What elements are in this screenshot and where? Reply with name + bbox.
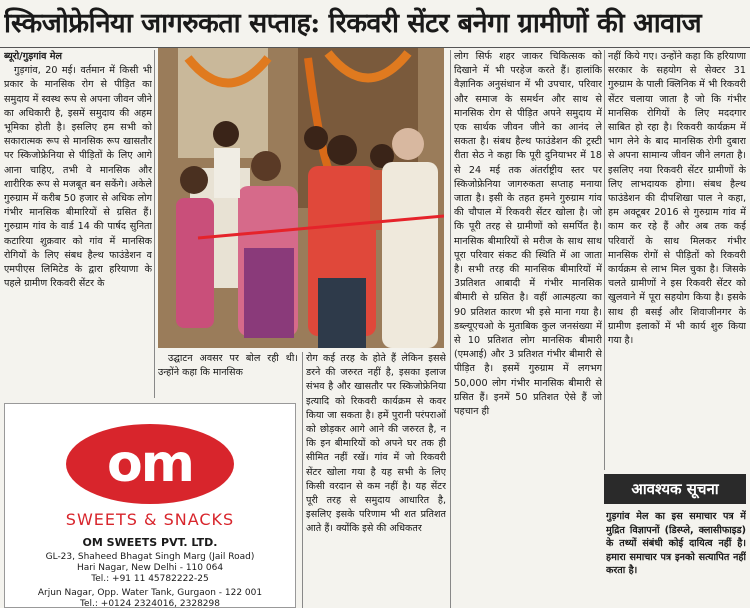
notice-body: गुड़गांव मेल का इस समाचार पत्र में मुद्रित विज्ञापनों (डिस्प्ले, क्लासीफाइड) के तथ्यों संबंधी कोई दायित्व नहीं है। हमारा समाचार पत्र इनको सत्यापित नहीं करता है। [606, 511, 746, 577]
ad-telephone-1: Tel.: +91 11 45782222-25 [91, 574, 209, 584]
ad-telephone-2: Tel.: +0124 2324016, 2328298 [80, 599, 220, 608]
article-column-1 [4, 50, 152, 398]
ad-company-name: OM SWEETS PVT. LTD. [82, 536, 218, 549]
article-column-3 [306, 352, 446, 608]
headline: स्किजोफ्रेनिया जागरुकता सप्ताह: रिकवरी सेंटर बनेगा ग्रामीणों की आवाज [4, 8, 702, 39]
ad-tagline: SWEETS & SNACKS [65, 510, 235, 529]
event-photo [158, 48, 444, 348]
ribbon-cutting-photo [158, 48, 444, 348]
notice-title: आवश्यक सूचना [604, 474, 746, 504]
article-text-col5: नहीं किये गए। उन्होंने कहा कि हरियाणा सरकार के सहयोग से सेक्टर 31 गुरुग्राम के पाली क्लिनिक में भी रिकवरी सेंटर चलाया जाता है जो कि गंभीर मानसिक रोगियों के लिए मददगार साबित हो रहा है। रिकवरी कार्यक्रम में भाग लेने के बाद मानसिक रोगी दुबारा से अपना सामान्य जीवन जीने लगता है। इसलिए नया रिकवरी सेंटर ग्रामीणों के लिए लाभदायक होगा। संबध हैल्थ फाउंडेशन की दीपशिखा पाल ने कहा, हम अक्टूबर 2016 से गुरुग्राम गांव में काम कर रहे हैं और अब तक कई परिवारों के साथ मिलकर गंभीर मानसिक रोगों से पीड़ितों को रिकवरी कार्यक्रम से लाभ मिल चुका है। जिसके चलते ग्रामीणों ने इस रिकवरी सेंटर को खुलवाने में पूरा सहयोग किया है। इसके साथ ही बसई और शिवाजीनगर के ग्रामीण इलाकों में भी कार्य शुरु किया गया है। [608, 51, 746, 347]
article-text-col1: गुड़गांव, 20 मई। वर्तमान में किसी भी प्रकार के मानसिक रोग से पीड़ित का समुदाय में स्वस्थ रूप से अपना जीवन जीने का अधिकारी है, इसमें समुदाय की अहम भूमिका होती है। इसलिए हम सभी को सकारात्मक रूप से मानसिक रूप खासतौर पर स्किजोफ्रेनिया से पीड़ितों के लिए आगे आना चाहिए, तभी वे मानसिक और शारीरिक रूप से मजबूत बन सकेंगे। अकेले गुरुग्राम में करीब 50 हजार से अधिक लोग गंभीर मानसिक बीमारियों से ग्रसित हैं। गुरुग्राम गांव के वार्ड 14 की पार्षद सुनिता कटारिया शुक्रवार को गांव में मानसिक रोगियों के लिए संबध हैल्थ फाउंडेशन व एमपीएस लिमिटेड के द्वारा हरियाणा के पहले ग्रामीण रिकवरी सेंटर के [4, 65, 152, 290]
article-text-col2: उद्घाटन अवसर पर बोल रही थी। उन्होंने कहा कि मानसिक [158, 353, 298, 379]
article-column-5 [608, 50, 746, 470]
om-logo [66, 424, 234, 504]
ad-address-line-1: GL-23, Shaheed Bhagat Singh Marg (Jail Road) [45, 552, 255, 562]
column-divider [604, 50, 605, 470]
column-divider [450, 50, 451, 608]
ad-address-line-3: Arjun Nagar, Opp. Water Tank, Gurgaon - 122 001 [37, 588, 263, 598]
article-column-2 [158, 352, 298, 400]
ad-address-line-2: Hari Nagar, New Delhi - 110 064 [76, 563, 224, 573]
article-text-col3: रोग कई तरह के होते हैं लेकिन इससे डरने की जरुरत नहीं है, इसका इलाज संभव है और खासतौर पर स्किजोफ्रेनिया इत्यादि को रिकवरी कार्यक्रम से कवर किया जा सकता है। हमें पुरानी परंपराओं को छोड़कर आगे आने की जरुरत है, न कि इन बीमारियों को अपने घर तक ही सीमित नहीं रखें। गांव में जो रिकवरी सेंटर खोला गया है यह सभी के लिए किसी वरदान से कम नहीं है। यह सेंटर पूरी तरह से समुदाय आधारित है, इसलिए इसके परिणाम भी शत प्रतिशत आते हैं। क्योंकि इसे की अधिकतर [306, 353, 446, 535]
column-divider [302, 352, 303, 608]
dateline: ब्यूरो/गुड़गांव मेल [4, 51, 63, 62]
article-text-col4: लोग सिर्फ शहर जाकर चिकित्सक को दिखाने में भी परहेज करते हैं। हालांकि वैज्ञानिक अनुसंधान में भी उपचार, परिवार और समाज के समर्थन और साथ से मानसिक रोग से पीड़ित अपने समुदाय में एक सार्थक जीवन जीने का आनंद ले सकता है। संबध हैल्थ फाउंडेशन की ट्रस्टी रीता सेठ ने कहा कि पूरी दुनियाभर में 18 से 24 मई तक अंतर्राष्ट्रीय स्तर पर स्किजोफ्रेनिया जागरुकता सप्ताह मनाया जाता है। इसी के तहत हमने गुरुग्राम गांव की चौपाल में रिकवरी सेंटर खोला है। जो कि पूरी तरह से ग्रामीणों को समर्पित है। मानसिक बीमारियों से मरीज के साथ साथ पूरा परिवार संकट की स्थिति में आ जाता है। सभी तरह की मानसिक बीमारियों में 3प्रतिशत आबादी में गंभीर मानसिक बीमारी से ग्रसित है। वहीं आत्महत्या का 90 प्रतिशत कारण भी इसे माना गया है। डब्ल्यूएचओ के मुताबिक कुल जनसंख्या में से 10 प्रतिशत लोग मानसिक बीमारी (एमआई) और 3 प्रतिशत गंभीर बीमारी से पीड़ित है। इसमें गुरुग्राम में लगभग 50,000 लोग गंभीर मानसिक बीमारी से ग्रसित हैं। इनमें 50 प्रतिशत ऐसे हैं जो पहचान ही [454, 51, 602, 418]
om-sweets-advertisement [4, 403, 296, 608]
om-logo-text: om [107, 434, 193, 494]
article-column-4 [454, 50, 602, 608]
column-divider [154, 50, 155, 398]
